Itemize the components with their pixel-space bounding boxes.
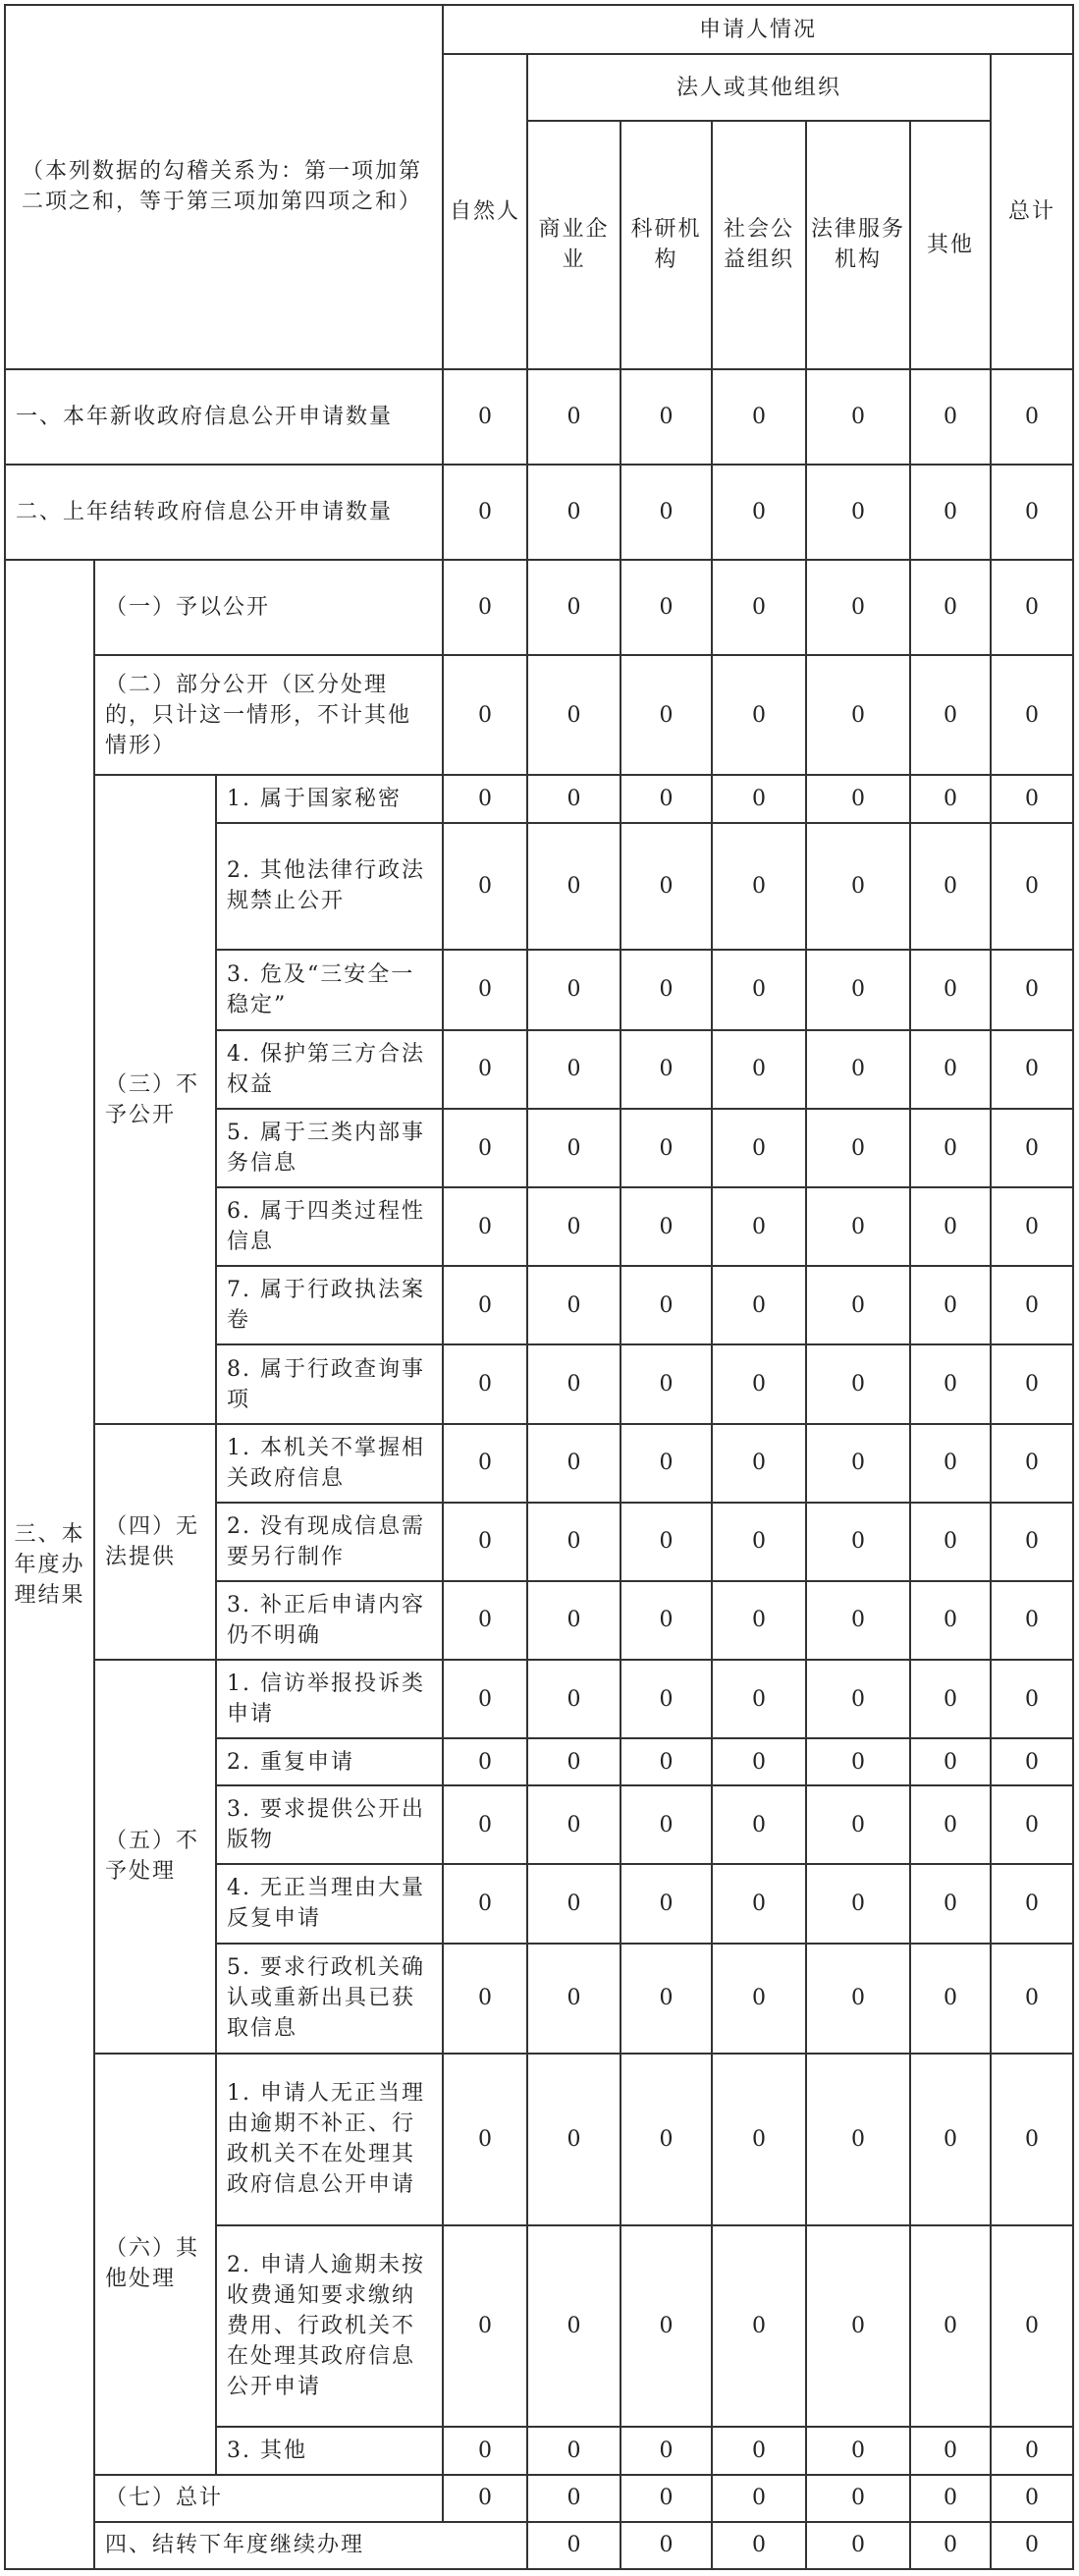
header-natural-person: 自然人	[443, 54, 527, 369]
value-natural-person: 0	[527, 2522, 620, 2569]
value-business: 0	[527, 1660, 620, 1738]
value-business: 0	[527, 775, 620, 822]
group-6-label: （六）其他处理	[94, 2054, 216, 2475]
row-label: （七）总计	[94, 2475, 443, 2522]
table-row	[5, 1660, 1073, 1738]
value-legal-service: 0	[806, 1344, 910, 1423]
value-natural-person: 0	[443, 1581, 527, 1660]
value-total: 0	[991, 950, 1073, 1030]
value-public-welfare: 0	[712, 1109, 806, 1187]
value-research: 0	[620, 1738, 712, 1785]
value-public-welfare: 0	[712, 1503, 806, 1581]
value-public-welfare: 0	[712, 1944, 806, 2054]
value-natural-person: 0	[443, 1503, 527, 1581]
row-label: 7. 属于行政执法案卷	[216, 1266, 443, 1344]
row-label: 3. 危及“三安全一稳定”	[216, 950, 443, 1030]
value-legal-service: 0	[806, 1503, 910, 1581]
row-label: 2. 没有现成信息需要另行制作	[216, 1503, 443, 1581]
value-research: 0	[620, 1503, 712, 1581]
value-natural-person: 0	[443, 775, 527, 822]
value-total: 0	[991, 1738, 1073, 1785]
row-label: 2. 重复申请	[216, 1738, 443, 1785]
row-label: 1. 申请人无正当理由逾期不补正、行政机关不在处理其政府信息公开申请	[216, 2054, 443, 2225]
value-business: 0	[527, 1503, 620, 1581]
value-other: 0	[910, 1944, 991, 2054]
value-total: 0	[991, 1864, 1073, 1943]
row-label: 2. 其他法律行政法规禁止公开	[216, 823, 443, 950]
value-other: 0	[910, 823, 991, 950]
row-label: 4. 保护第三方合法权益	[216, 1030, 443, 1109]
value-legal-service: 0	[806, 2225, 910, 2427]
value-total: 0	[991, 465, 1073, 560]
table-row	[5, 465, 1073, 560]
value-legal-service: 0	[806, 2427, 910, 2474]
value-legal-service: 0	[806, 1581, 910, 1660]
value-total: 0	[991, 775, 1073, 822]
value-legal-service: 0	[806, 775, 910, 822]
value-total: 0	[991, 560, 1073, 655]
value-natural-person: 0	[443, 1738, 527, 1785]
value-public-welfare: 0	[712, 1424, 806, 1503]
value-other: 0	[910, 369, 991, 465]
value-other: 0	[910, 465, 991, 560]
value-business: 0	[527, 1109, 620, 1187]
value-public-welfare: 0	[712, 1738, 806, 1785]
value-other: 0	[910, 2475, 991, 2522]
value-research: 0	[620, 1944, 712, 2054]
value-public-welfare: 0	[712, 2427, 806, 2474]
group-5-label: （五）不予处理	[94, 1660, 216, 2054]
value-legal-service: 0	[806, 1109, 910, 1187]
value-natural-person: 0	[443, 2475, 527, 2522]
value-other: 0	[910, 1785, 991, 1864]
value-legal-service: 0	[806, 560, 910, 655]
row-label: （二）部分公开（区分处理的，只计这一情形，不计其他情形）	[94, 655, 443, 775]
value-public-welfare: 0	[712, 1030, 806, 1109]
row-label: 1. 信访举报投诉类申请	[216, 1660, 443, 1738]
value-public-welfare: 0	[712, 2054, 806, 2225]
value-natural-person: 0	[443, 1266, 527, 1344]
value-other: 0	[910, 2225, 991, 2427]
row-label: 二、上年结转政府信息公开申请数量	[5, 465, 443, 560]
value-other: 0	[910, 1344, 991, 1423]
value-business: 0	[527, 465, 620, 560]
value-research: 0	[620, 1187, 712, 1266]
value-research: 0	[620, 2225, 712, 2427]
value-total: 0	[991, 2475, 1073, 2522]
value-business: 0	[527, 2054, 620, 2225]
value-business: 0	[527, 369, 620, 465]
value-public-welfare: 0	[712, 775, 806, 822]
header-legal-service: 法律服务机构	[806, 121, 910, 368]
value-research: 0	[620, 1424, 712, 1503]
value-business: 0	[527, 2225, 620, 2427]
value-total: 0	[991, 2225, 1073, 2427]
row-label: 3. 要求提供公开出版物	[216, 1785, 443, 1864]
value-total: 0	[991, 1503, 1073, 1581]
value-other: 0	[910, 1109, 991, 1187]
value-natural-person: 0	[443, 2427, 527, 2474]
table-row	[5, 560, 1073, 655]
value-total: 0	[991, 2427, 1073, 2474]
value-research: 0	[620, 2054, 712, 2225]
value-business: 0	[527, 1581, 620, 1660]
value-total: 0	[991, 369, 1073, 465]
value-other: 0	[991, 2522, 1073, 2569]
value-legal-service: 0	[806, 2475, 910, 2522]
value-total: 0	[991, 1660, 1073, 1738]
value-public-welfare: 0	[806, 2522, 910, 2569]
value-natural-person: 0	[443, 950, 527, 1030]
value-natural-person: 0	[443, 1944, 527, 2054]
value-natural-person: 0	[443, 1030, 527, 1109]
value-business: 0	[527, 1738, 620, 1785]
value-other: 0	[910, 775, 991, 822]
row-label: 3. 补正后申请内容仍不明确	[216, 1581, 443, 1660]
value-public-welfare: 0	[712, 950, 806, 1030]
value-other: 0	[910, 1187, 991, 1266]
value-natural-person: 0	[443, 465, 527, 560]
value-total: 0	[991, 1030, 1073, 1109]
value-research: 0	[620, 1581, 712, 1660]
value-legal-service: 0	[806, 369, 910, 465]
value-public-welfare: 0	[712, 1785, 806, 1864]
value-natural-person: 0	[443, 823, 527, 950]
row-label: 4. 无正当理由大量反复申请	[216, 1864, 443, 1943]
value-legal-service: 0	[806, 2054, 910, 2225]
value-other: 0	[910, 1266, 991, 1344]
value-public-welfare: 0	[712, 369, 806, 465]
value-total: 0	[991, 823, 1073, 950]
value-legal-service: 0	[806, 1187, 910, 1266]
value-research: 0	[620, 2475, 712, 2522]
value-legal-service: 0	[806, 1864, 910, 1943]
row-label: 3. 其他	[216, 2427, 443, 2474]
header-applicant: 申请人情况	[443, 5, 1073, 54]
value-public-welfare: 0	[712, 823, 806, 950]
row-label: 1. 本机关不掌握相关政府信息	[216, 1424, 443, 1503]
value-research: 0	[620, 2427, 712, 2474]
value-other: 0	[910, 1660, 991, 1738]
table-row	[5, 2522, 1073, 2569]
value-other: 0	[910, 1503, 991, 1581]
value-public-welfare: 0	[712, 560, 806, 655]
value-other: 0	[910, 655, 991, 775]
value-legal-service: 0	[806, 1424, 910, 1503]
value-research: 0	[620, 465, 712, 560]
value-legal-service: 0	[806, 1944, 910, 2054]
value-public-welfare: 0	[712, 1581, 806, 1660]
value-business: 0	[527, 1266, 620, 1344]
row-label: 6. 属于四类过程性信息	[216, 1187, 443, 1266]
value-public-welfare: 0	[712, 1187, 806, 1266]
value-research: 0	[620, 1660, 712, 1738]
value-legal-service: 0	[806, 823, 910, 950]
value-natural-person: 0	[443, 1864, 527, 1943]
value-business: 0	[527, 823, 620, 950]
value-public-welfare: 0	[712, 655, 806, 775]
row-label: 1. 属于国家秘密	[216, 775, 443, 822]
row-label: 一、本年新收政府信息公开申请数量	[5, 369, 443, 465]
value-business: 0	[527, 2427, 620, 2474]
value-business: 0	[620, 2522, 712, 2569]
value-legal-service: 0	[806, 1738, 910, 1785]
value-legal-service: 0	[806, 465, 910, 560]
value-other: 0	[910, 950, 991, 1030]
value-legal-service: 0	[806, 1266, 910, 1344]
header-research: 科研机构	[620, 121, 712, 368]
header-total: 总计	[991, 54, 1073, 369]
value-other: 0	[910, 560, 991, 655]
section-3-label: 三、本年度办理结果	[5, 560, 94, 2569]
value-natural-person: 0	[443, 2225, 527, 2427]
row-label: 四、结转下年度继续办理	[94, 2522, 527, 2569]
value-public-welfare: 0	[712, 465, 806, 560]
value-public-welfare: 0	[712, 1344, 806, 1423]
table-row	[5, 2475, 1073, 2522]
table-row	[5, 655, 1073, 775]
value-natural-person: 0	[443, 560, 527, 655]
group-3-label: （三）不予公开	[94, 775, 216, 1423]
table-row	[5, 2054, 1073, 2225]
value-research: 0	[620, 1864, 712, 1943]
value-legal-service: 0	[910, 2522, 991, 2569]
value-research: 0	[620, 655, 712, 775]
value-natural-person: 0	[443, 2054, 527, 2225]
value-research: 0	[620, 775, 712, 822]
value-business: 0	[527, 1424, 620, 1503]
value-public-welfare: 0	[712, 2225, 806, 2427]
value-research: 0	[620, 823, 712, 950]
row-label: 5. 属于三类内部事务信息	[216, 1109, 443, 1187]
value-other: 0	[910, 1738, 991, 1785]
value-natural-person: 0	[443, 1660, 527, 1738]
value-total: 0	[991, 1581, 1073, 1660]
row-label: （一）予以公开	[94, 560, 443, 655]
value-legal-service: 0	[806, 1785, 910, 1864]
value-natural-person: 0	[443, 1785, 527, 1864]
row-label: 2. 申请人逾期未按收费通知要求缴纳费用、行政机关不在处理其政府信息公开申请	[216, 2225, 443, 2427]
value-other: 0	[910, 1030, 991, 1109]
value-research: 0	[620, 1030, 712, 1109]
value-business: 0	[527, 1344, 620, 1423]
value-total: 0	[991, 2054, 1073, 2225]
value-business: 0	[527, 1864, 620, 1943]
value-total: 0	[991, 1187, 1073, 1266]
value-business: 0	[527, 1030, 620, 1109]
value-natural-person: 0	[443, 1344, 527, 1423]
value-business: 0	[527, 1187, 620, 1266]
value-other: 0	[910, 1864, 991, 1943]
value-legal-service: 0	[806, 655, 910, 775]
table-row	[5, 775, 1073, 822]
value-other: 0	[910, 2427, 991, 2474]
value-total: 0	[991, 1424, 1073, 1503]
value-total: 0	[991, 1344, 1073, 1423]
value-business: 0	[527, 2475, 620, 2522]
header-public-welfare: 社会公益组织	[712, 121, 806, 368]
disclosure-statistics-table	[4, 4, 1074, 2570]
header-other: 其他	[910, 121, 991, 368]
value-research: 0	[620, 1266, 712, 1344]
value-business: 0	[527, 1944, 620, 2054]
value-public-welfare: 0	[712, 1266, 806, 1344]
value-legal-service: 0	[806, 1660, 910, 1738]
header-business: 商业企业	[527, 121, 620, 368]
value-total: 0	[991, 1266, 1073, 1344]
row-label: 8. 属于行政查询事项	[216, 1344, 443, 1423]
value-total: 0	[991, 1785, 1073, 1864]
value-natural-person: 0	[443, 1187, 527, 1266]
value-natural-person: 0	[443, 655, 527, 775]
value-public-welfare: 0	[712, 1864, 806, 1943]
value-other: 0	[910, 2054, 991, 2225]
value-other: 0	[910, 1424, 991, 1503]
header-legal-group: 法人或其他组织	[527, 54, 991, 121]
value-natural-person: 0	[443, 369, 527, 465]
row-label: 5. 要求行政机关确认或重新出具已获取信息	[216, 1944, 443, 2054]
value-business: 0	[527, 655, 620, 775]
value-business: 0	[527, 560, 620, 655]
value-business: 0	[527, 1785, 620, 1864]
value-research: 0	[712, 2522, 806, 2569]
value-total: 0	[991, 1109, 1073, 1187]
value-total: 0	[991, 1944, 1073, 2054]
header-note: （本列数据的勾稽关系为：第一项加第二项之和，等于第三项加第四项之和）	[5, 5, 443, 369]
value-research: 0	[620, 560, 712, 655]
value-public-welfare: 0	[712, 1660, 806, 1738]
value-natural-person: 0	[443, 1109, 527, 1187]
value-natural-person: 0	[443, 1424, 527, 1503]
value-legal-service: 0	[806, 950, 910, 1030]
value-legal-service: 0	[806, 1030, 910, 1109]
value-research: 0	[620, 1785, 712, 1864]
value-public-welfare: 0	[712, 2475, 806, 2522]
value-other: 0	[910, 1581, 991, 1660]
value-research: 0	[620, 1344, 712, 1423]
table-row	[5, 369, 1073, 465]
value-research: 0	[620, 369, 712, 465]
value-business: 0	[527, 950, 620, 1030]
value-total: 0	[991, 655, 1073, 775]
value-research: 0	[620, 1109, 712, 1187]
value-research: 0	[620, 950, 712, 1030]
group-4-label: （四）无法提供	[94, 1424, 216, 1660]
table-row	[5, 1424, 1073, 1503]
